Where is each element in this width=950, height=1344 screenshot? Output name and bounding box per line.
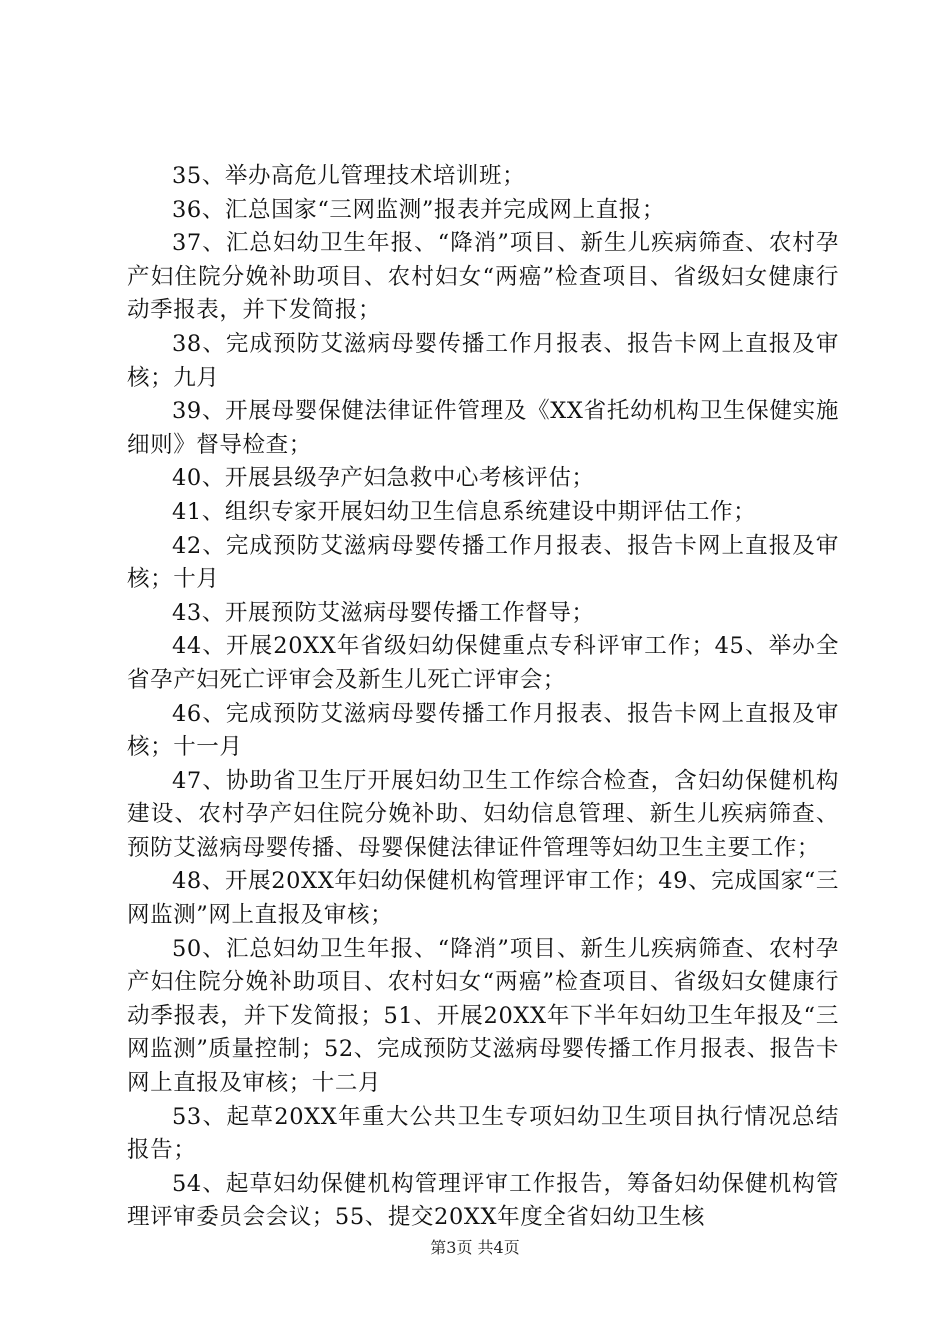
page-footer: 第3页 共4页 <box>430 1238 520 1257</box>
paragraph-54: 54、起草妇幼保健机构管理评审工作报告，筹备妇幼保健机构管理评审委员会会议；55、提交20XX年度全省妇幼卫生核 <box>127 1170 839 1231</box>
paragraph-35: 35、举办高危儿管理技术培训班； <box>172 163 526 189</box>
paragraph-38: 38、完成预防艾滋病母婴传播工作月报表、报告卡网上直报及审核；九月 <box>127 330 839 391</box>
paragraph-48: 48、开展20XX年妇幼保健机构管理评审工作；49、完成国家“三网监测”网上直报及审核； <box>127 868 839 929</box>
document-body <box>127 160 839 1235</box>
paragraph-50: 50、汇总妇幼卫生年报、“降消”项目、新生儿疾病筛查、农村孕产妇住院分娩补助项目、农村妇女“两癌”检查项目、省级妇女健康行动季报表，并下发简报；51、开展20XX年下半年妇幼卫生年报及“三网监测”质量控制；52、完成预防艾滋病母婴传播工作月报表、报告卡网上直报及审核；十二月 <box>127 935 839 1097</box>
paragraph-40: 40、开展县级孕产妇急救中心考核评估； <box>172 465 595 492</box>
paragraph-47: 47、协助省卫生厅开展妇幼卫生工作综合检查，含妇幼保健机构建设、农村孕产妇住院分娩补助、妇幼信息管理、新生儿疾病筛查、预防艾滋病母婴传播、母婴保健法律证件管理等妇幼卫生主要工作； <box>127 767 839 861</box>
paragraph-53: 53、起草20XX年重大公共卫生专项妇幼卫生项目执行情况总结报告； <box>127 1103 839 1164</box>
paragraph-41: 41、组织专家开展妇幼卫生信息系统建设中期评估工作； <box>172 498 757 525</box>
paragraph-42: 42、完成预防艾滋病母婴传播工作月报表、报告卡网上直报及审核；十月 <box>127 532 839 593</box>
paragraph-36: 36、汇总国家“三网监测”报表并完成网上直报； <box>172 196 665 223</box>
paragraph-39: 39、开展母婴保健法律证件管理及《XX省托幼机构卫生保健实施细则》督导检查； <box>127 398 839 458</box>
paragraph-44: 44、开展20XX年省级妇幼保健重点专科评审工作；45、举办全省孕产妇死亡评审会及新生儿死亡评审会； <box>127 633 839 693</box>
paragraph-37: 37、汇总妇幼卫生年报、“降消”项目、新生儿疾病筛查、农村孕产妇住院分娩补助项目、农村妇女“两癌”检查项目、省级妇女健康行动季报表，并下发简报； <box>127 230 839 324</box>
paragraph-46: 46、完成预防艾滋病母婴传播工作月报表、报告卡网上直报及审核；十一月 <box>127 700 839 761</box>
paragraph-43: 43、开展预防艾滋病母婴传播工作督导； <box>172 599 595 626</box>
